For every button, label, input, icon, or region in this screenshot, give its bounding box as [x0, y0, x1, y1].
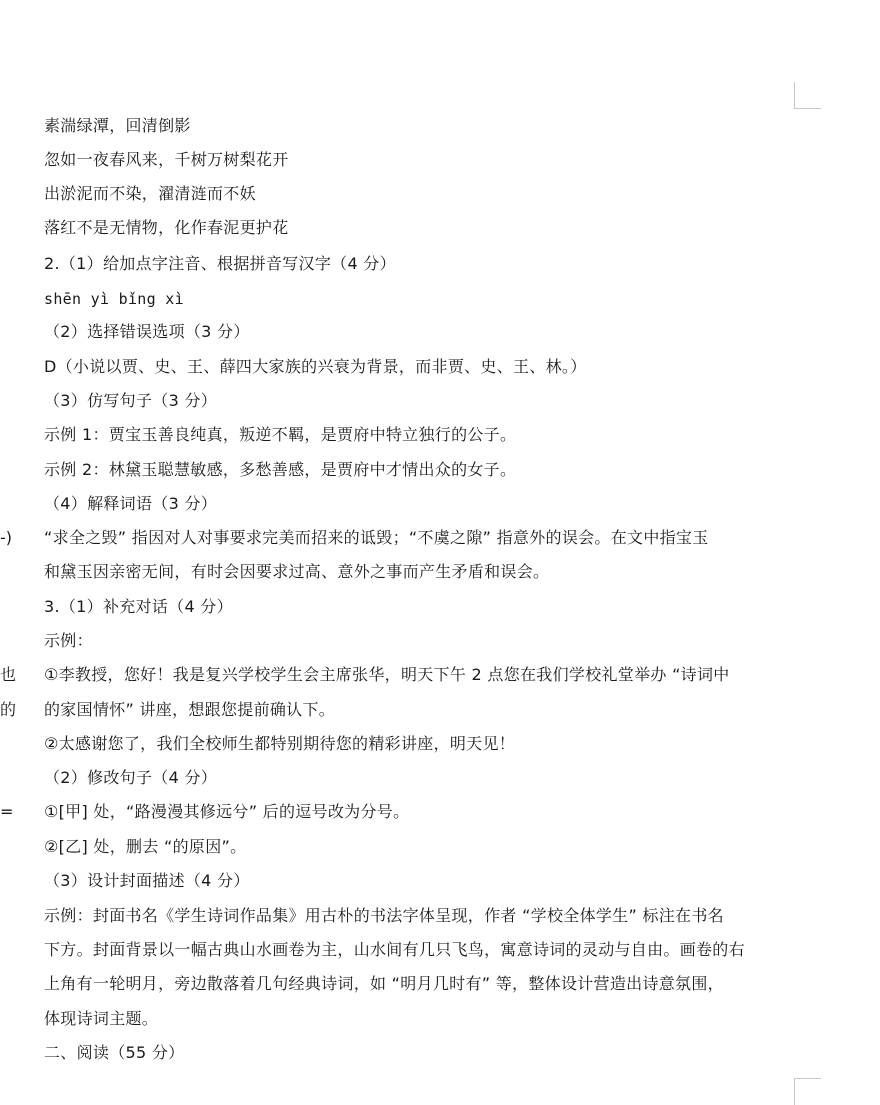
- margin-fragment: -): [0, 528, 13, 547]
- page-corner-mark-bottom: [794, 1078, 821, 1105]
- section-heading: 3.（1）补充对话（4 分）: [44, 597, 233, 616]
- text-line: 忽如一夜春风来，千树万树梨花开: [44, 150, 289, 169]
- pinyin-answer: shēn yì bǐng xì: [44, 290, 184, 308]
- text-line: 素湍绿潭，回清倒影: [44, 116, 191, 135]
- text-line: D（小说以贾、史、王、薛四大家族的兴衰为背景，而非贾、史、王、林。）: [44, 357, 587, 376]
- text-line: 示例：: [44, 631, 93, 650]
- subsection-heading: （2）修改句子（4 分）: [44, 768, 218, 787]
- subsection-heading: （4）解释词语（3 分）: [44, 494, 218, 513]
- text-line: “求全之毁” 指因对人对事要求完美而招来的诋毁；“不虞之隙” 指意外的误会。在文中指宝玉: [44, 528, 709, 547]
- subsection-heading: （3）仿写句子（3 分）: [44, 391, 218, 410]
- subsection-heading: （2）选择错误选项（3 分）: [44, 322, 250, 341]
- text-line: 示例 2：林黛玉聪慧敏感，多愁善感，是贾府中才情出众的女子。: [44, 460, 517, 479]
- text-line: 落红不是无情物，化作春泥更护花: [44, 218, 289, 237]
- text-line: 下方。封面背景以一幅古典山水画卷为主，山水间有几只飞鸟，寓意诗词的灵动与自由。画卷的右: [44, 940, 745, 959]
- text-line: 上角有一轮明月，旁边散落着几句经典诗词，如 “明月几时有” 等，整体设计营造出诗意氛围，: [44, 974, 724, 993]
- text-line: 的家国情怀” 讲座，想跟您提前确认下。: [44, 700, 336, 719]
- section-heading: 二、阅读（55 分）: [44, 1043, 185, 1062]
- text-line: ①李教授，您好！我是复兴学校学生会主席张华，明天下午 2 点您在我们学校礼堂举办 “诗词中: [44, 665, 730, 684]
- text-line: ②[乙] 处，删去 “的原因”。: [44, 837, 247, 856]
- section-heading: 2.（1）给加点字注音、根据拼音写汉字（4 分）: [44, 254, 396, 273]
- text-line: ②太感谢您了，我们全校师生都特别期待您的精彩讲座，明天见！: [44, 734, 516, 753]
- margin-fragment: =: [0, 802, 14, 821]
- text-line: ①[甲] 处，“路漫漫其修远兮” 后的逗号改为分号。: [44, 802, 410, 821]
- text-line: 出淤泥而不染，濯清涟而不妖: [44, 184, 256, 203]
- margin-fragment: 也: [0, 665, 17, 684]
- subsection-heading: （3）设计封面描述（4 分）: [44, 871, 250, 890]
- margin-fragment: 的: [0, 700, 17, 719]
- text-line: 体现诗词主题。: [44, 1009, 159, 1028]
- page-corner-mark-top: [794, 82, 821, 109]
- text-line: 和黛玉因亲密无间，有时会因要求过高、意外之事而产生矛盾和误会。: [44, 562, 550, 581]
- text-line: 示例：封面书名《学生诗词作品集》用古朴的书法字体呈现，作者 “学校全体学生” 标注在书名: [44, 906, 724, 925]
- text-line: 示例 1：贾宝玉善良纯真，叛逆不羁，是贾府中特立独行的公子。: [44, 425, 517, 444]
